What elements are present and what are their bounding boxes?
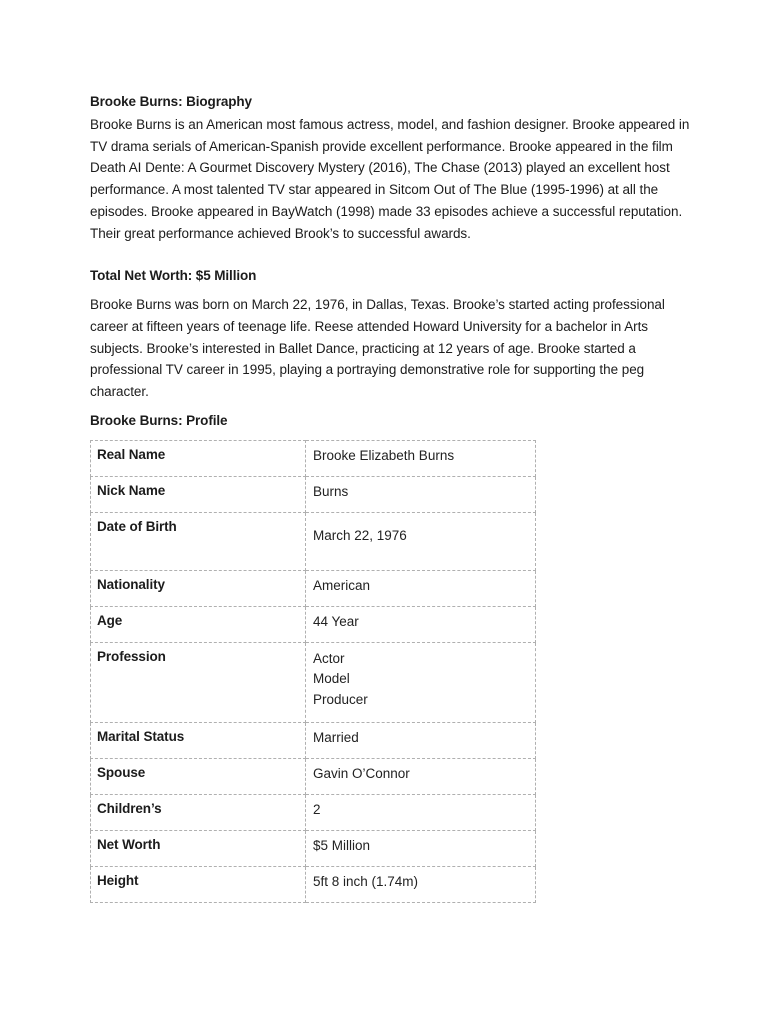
row-value-children: 2 xyxy=(306,794,536,830)
profession-item: Model xyxy=(313,670,350,686)
profile-table xyxy=(90,440,536,903)
table-row xyxy=(91,794,536,830)
table-row xyxy=(91,512,536,570)
row-label-marital-status: Marital Status xyxy=(91,722,306,758)
row-value-profession xyxy=(306,642,536,722)
row-label-real-name: Real Name xyxy=(91,440,306,476)
row-value-net-worth: $5 Million xyxy=(306,830,536,866)
row-label-net-worth: Net Worth xyxy=(91,830,306,866)
table-row xyxy=(91,722,536,758)
table-row xyxy=(91,570,536,606)
row-label-children: Children’s xyxy=(91,794,306,830)
row-label-age: Age xyxy=(91,606,306,642)
row-label-profession: Profession xyxy=(91,642,306,722)
row-value-real-name: Brooke Elizabeth Burns xyxy=(306,440,536,476)
table-row xyxy=(91,476,536,512)
row-value-nick-name: Burns xyxy=(306,476,536,512)
row-value-date-of-birth: March 22, 1976 xyxy=(306,512,536,570)
table-row xyxy=(91,440,536,476)
profession-item: Actor xyxy=(313,650,345,666)
table-row xyxy=(91,606,536,642)
row-value-nationality: American xyxy=(306,570,536,606)
row-value-spouse: Gavin O’Connor xyxy=(306,758,536,794)
row-label-date-of-birth: Date of Birth xyxy=(91,512,306,570)
row-value-height: 5ft 8 inch (1.74m) xyxy=(306,866,536,902)
row-value-marital-status: Married xyxy=(306,722,536,758)
profession-item: Producer xyxy=(313,692,368,708)
row-label-height: Height xyxy=(91,866,306,902)
row-label-nick-name: Nick Name xyxy=(91,476,306,512)
row-value-age: 44 Year xyxy=(306,606,536,642)
table-row xyxy=(91,866,536,902)
document-page xyxy=(90,92,690,903)
table-row xyxy=(91,830,536,866)
table-row xyxy=(91,758,536,794)
early-life-paragraph: Brooke Burns was born on March 22, 1976, in Dallas, Texas. Brooke’s started acting professional career at fifteen years of teenage life. Reese attended Howard University for a bachelor in Arts subjects. Brooke’s interested in Ballet Dance, practicing at 12 years of age. Brooke started a professional TV career in 1995, playing a portraying demonstrative role for supporting the peg character. xyxy=(90,297,665,400)
table-row xyxy=(91,642,536,722)
profile-heading: Brooke Burns: Profile xyxy=(90,412,228,428)
biography-heading: Brooke Burns: Biography xyxy=(90,94,252,109)
row-label-nationality: Nationality xyxy=(91,570,306,606)
row-label-spouse: Spouse xyxy=(91,758,306,794)
net-worth-heading: Total Net Worth: $5 Million xyxy=(90,268,257,284)
biography-paragraph: Brooke Burns is an American most famous actress, model, and fashion designer. Brooke appeared in TV drama serials of American-Spanish provide excellent performance. Brooke appeared in the film Death AI Dente: A Gourmet Discovery Mystery (2016), The Chase (2013) played an excellent host performance. A most talented TV star appeared in Sitcom Out of The Blue (1995-1996) at all the episodes. Brooke appeared in BayWatch (1998) made 33 episodes achieve a successful reputation. Their great performance achieved Brook’s to successful awards. xyxy=(90,117,690,241)
